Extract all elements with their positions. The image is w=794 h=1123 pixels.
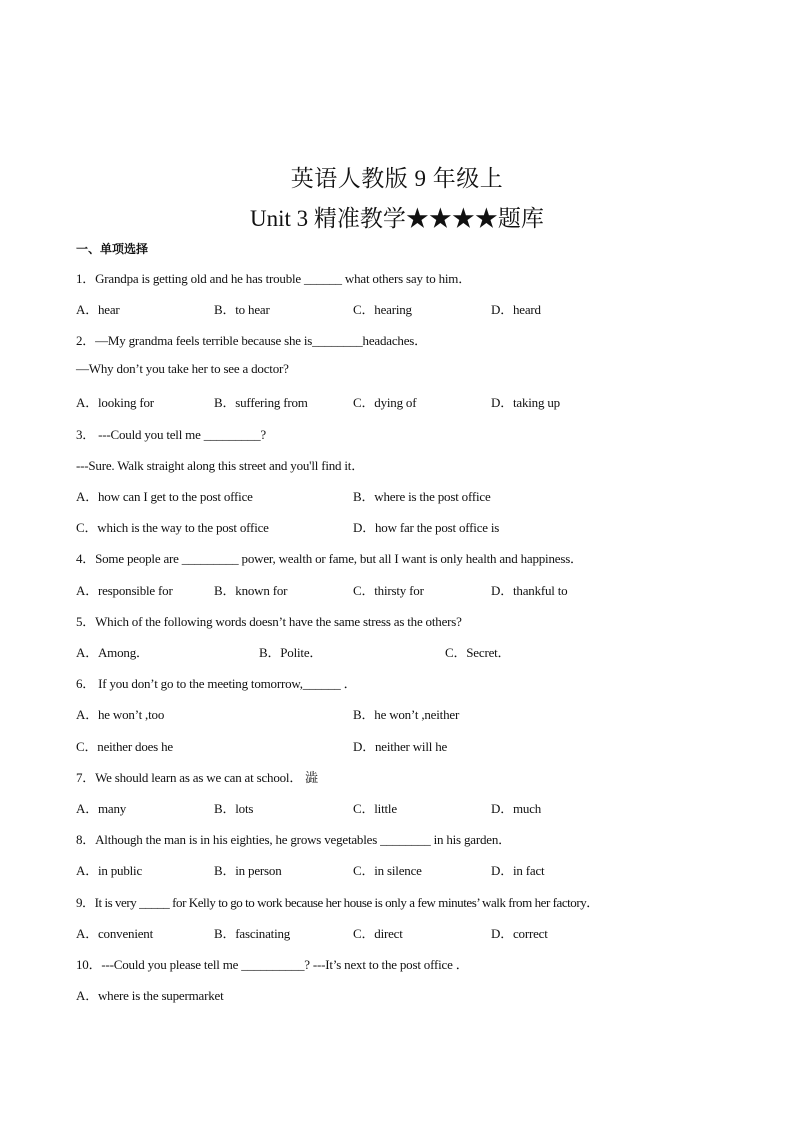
question-2-option-a[interactable]: A．looking for xyxy=(76,395,154,410)
question-5-option-b[interactable]: B．Polite． xyxy=(259,645,323,660)
question-7-option-b[interactable]: B．lots xyxy=(214,801,254,816)
question-2-option-d[interactable]: D．taking up xyxy=(491,395,560,410)
question-6-option-b[interactable]: B．he won’t ,neither xyxy=(353,707,460,722)
question-7-stem: 7．We should learn as as we can at school． 澁 xyxy=(76,770,318,785)
question-4-option-c[interactable]: C．thirsty for xyxy=(353,583,424,598)
question-8-option-d[interactable]: D．in fact xyxy=(491,863,545,878)
question-8-stem: 8．Although the man is in his eighties, he grows vegetables ________ in his garden． xyxy=(76,832,511,847)
question-6-stem: 6． If you don’t go to the meeting tomorrow,______ ． xyxy=(76,676,357,691)
question-9-option-b[interactable]: B．fascinating xyxy=(214,926,291,941)
question-8-option-a[interactable]: A．in public xyxy=(76,863,143,878)
question-4-option-a[interactable]: A．responsible for xyxy=(76,583,173,598)
question-3-option-c[interactable]: C．which is the way to the post office xyxy=(76,520,269,535)
question-9-option-d[interactable]: D．correct xyxy=(491,926,548,941)
question-5-option-a[interactable]: A．Among． xyxy=(76,645,149,660)
question-3-option-a[interactable]: A．how can I get to the post office xyxy=(76,489,253,504)
question-9-option-a[interactable]: A．convenient xyxy=(76,926,154,941)
question-3-stem: 3． ---Could you tell me _________? xyxy=(76,427,266,442)
question-2-option-c[interactable]: C．dying of xyxy=(353,395,417,410)
section-heading: 一、单项选择 xyxy=(76,242,149,256)
question-6-option-a[interactable]: A．he won’t ,too xyxy=(76,707,165,722)
question-3-stem-reply: ---Sure. Walk straight along this street and you'll find it． xyxy=(76,458,365,473)
question-3-option-d[interactable]: D．how far the post office is xyxy=(353,520,500,535)
question-3-option-b[interactable]: B．where is the post office xyxy=(353,489,491,504)
question-5-option-c[interactable]: C．Secret． xyxy=(445,645,511,660)
question-9-option-c[interactable]: C．direct xyxy=(353,926,403,941)
question-10-stem: 10．---Could you please tell me __________? ---It’s next to the post office ． xyxy=(76,957,469,972)
question-6-option-d[interactable]: D．neither will he xyxy=(353,739,448,754)
question-6-option-c[interactable]: C．neither does he xyxy=(76,739,173,754)
question-10-option-a[interactable]: A．where is the supermarket xyxy=(76,988,224,1003)
question-7-option-a[interactable]: A．many xyxy=(76,801,127,816)
question-9-stem: 9．It is very _____ for Kelly to go to work because her house is only a few minutes’ walk from her factory． xyxy=(76,895,599,910)
question-4-stem: 4．Some people are _________ power, wealth or fame, but all I want is only health and happiness． xyxy=(76,551,583,566)
document-title: 英语人教版 9 年级上 xyxy=(290,166,504,191)
question-8-option-b[interactable]: B．in person xyxy=(214,863,282,878)
question-2-stem-reply: —Why don’t you take her to see a doctor? xyxy=(76,361,289,376)
question-1-option-c[interactable]: C．hearing xyxy=(353,302,412,317)
question-7-option-c[interactable]: C．little xyxy=(353,801,397,816)
question-4-option-d[interactable]: D．thankful to xyxy=(491,583,568,598)
question-5-stem: 5．Which of the following words doesn’t have the same stress as the others? xyxy=(76,614,462,629)
question-4-option-b[interactable]: B．known for xyxy=(214,583,288,598)
question-1-option-b[interactable]: B．to hear xyxy=(214,302,270,317)
question-1-stem: 1．Grandpa is getting old and he has trouble ______ what others say to him． xyxy=(76,271,471,286)
question-1-option-a[interactable]: A．hear xyxy=(76,302,120,317)
question-2-option-b[interactable]: B．suffering from xyxy=(214,395,308,410)
question-1-option-d[interactable]: D．heard xyxy=(491,302,541,317)
question-8-option-c[interactable]: C．in silence xyxy=(353,863,422,878)
question-2-stem: 2．—My grandma feels terrible because she is________headaches． xyxy=(76,333,427,348)
document-subtitle: Unit 3 精准教学★★★★题库 xyxy=(250,206,544,231)
question-7-option-d[interactable]: D．much xyxy=(491,801,542,816)
